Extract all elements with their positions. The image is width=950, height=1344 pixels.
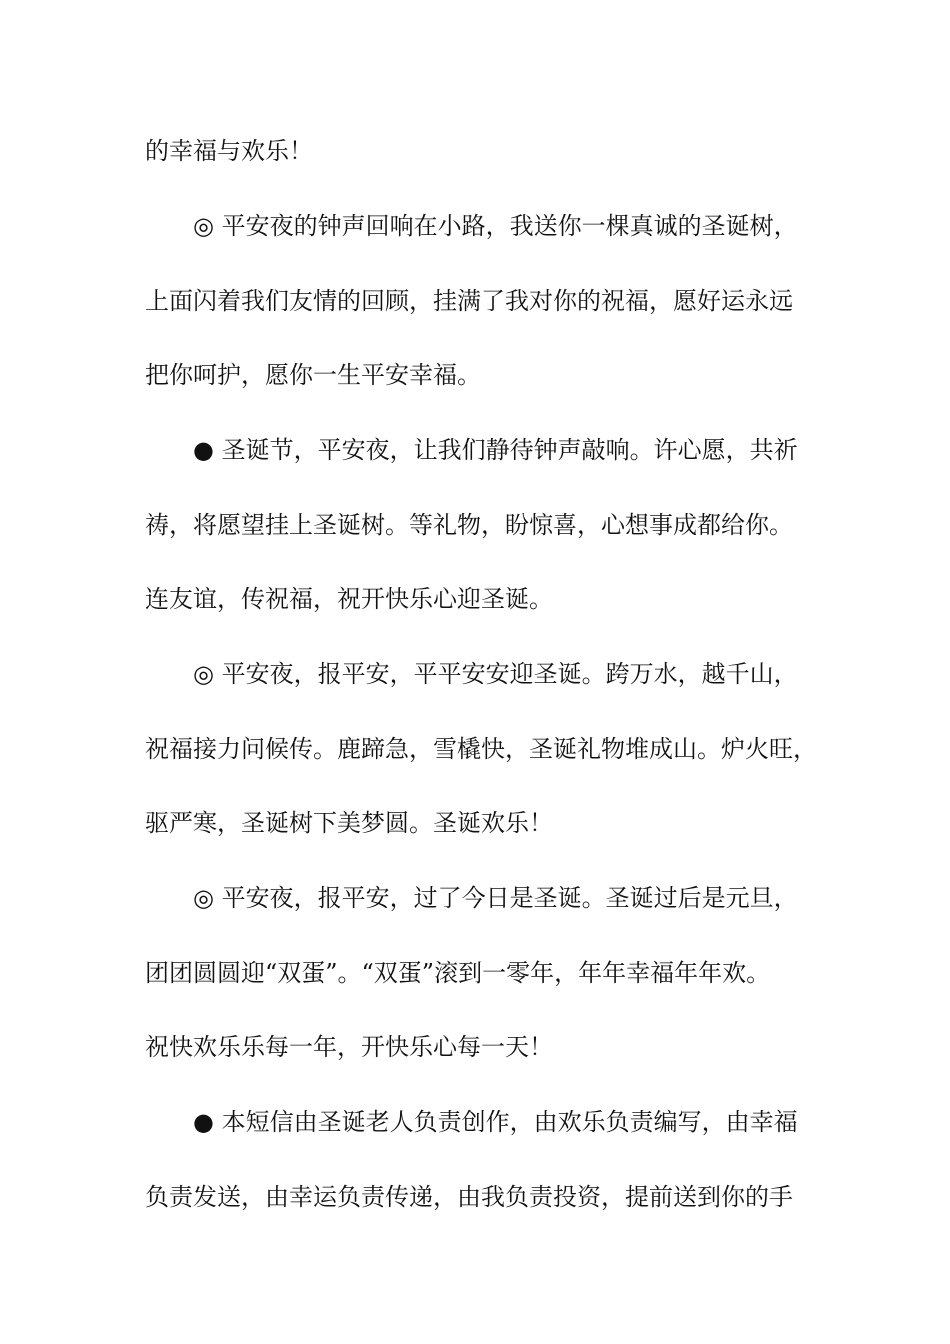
text-line: 负责发送，由幸运负责传递，由我负责投资，提前送到你的手 xyxy=(145,1183,793,1211)
text-line: 团团圆圆迎“双蛋”。“双蛋”滚到一零年，年年幸福年年欢。 xyxy=(145,959,771,987)
text-line: 祝福接力问候传。鹿蹄急，雪橇快，圣诞礼物堆成山。炉火旺， xyxy=(145,735,817,763)
text-line: 上面闪着我们友情的回顾，挂满了我对你的祝福，愿好运永远 xyxy=(145,287,793,315)
text-line: 祝快欢乐乐每一年，开快乐心每一天！ xyxy=(145,1033,553,1061)
text-line: 驱严寒，圣诞树下美梦圆。圣诞欢乐！ xyxy=(145,809,553,837)
paragraph-first-line: ◎ 平安夜，报平安，平平安安迎圣诞。跨万水，越千山， xyxy=(193,660,798,688)
text-line: 连友谊，传祝福，祝开快乐心迎圣诞。 xyxy=(145,585,553,613)
text-line: 祷，将愿望挂上圣诞树。等礼物，盼惊喜，心想事成都给你。 xyxy=(145,511,793,539)
paragraph-first-line: ◎ 平安夜，报平安，过了今日是圣诞。圣诞过后是元旦， xyxy=(193,884,798,912)
paragraph-first-line: ● 本短信由圣诞老人负责创作，由欢乐负责编写，由幸福 xyxy=(193,1108,798,1136)
text-line: 把你呵护，愿你一生平安幸福。 xyxy=(145,361,481,389)
paragraph-first-line: ◎ 平安夜的钟声回响在小路，我送你一棵真诚的圣诞树， xyxy=(193,212,798,240)
text-line: 的幸福与欢乐！ xyxy=(145,137,313,165)
paragraph-first-line: ● 圣诞节，平安夜，让我们静待钟声敲响。许心愿，共祈 xyxy=(193,436,798,464)
